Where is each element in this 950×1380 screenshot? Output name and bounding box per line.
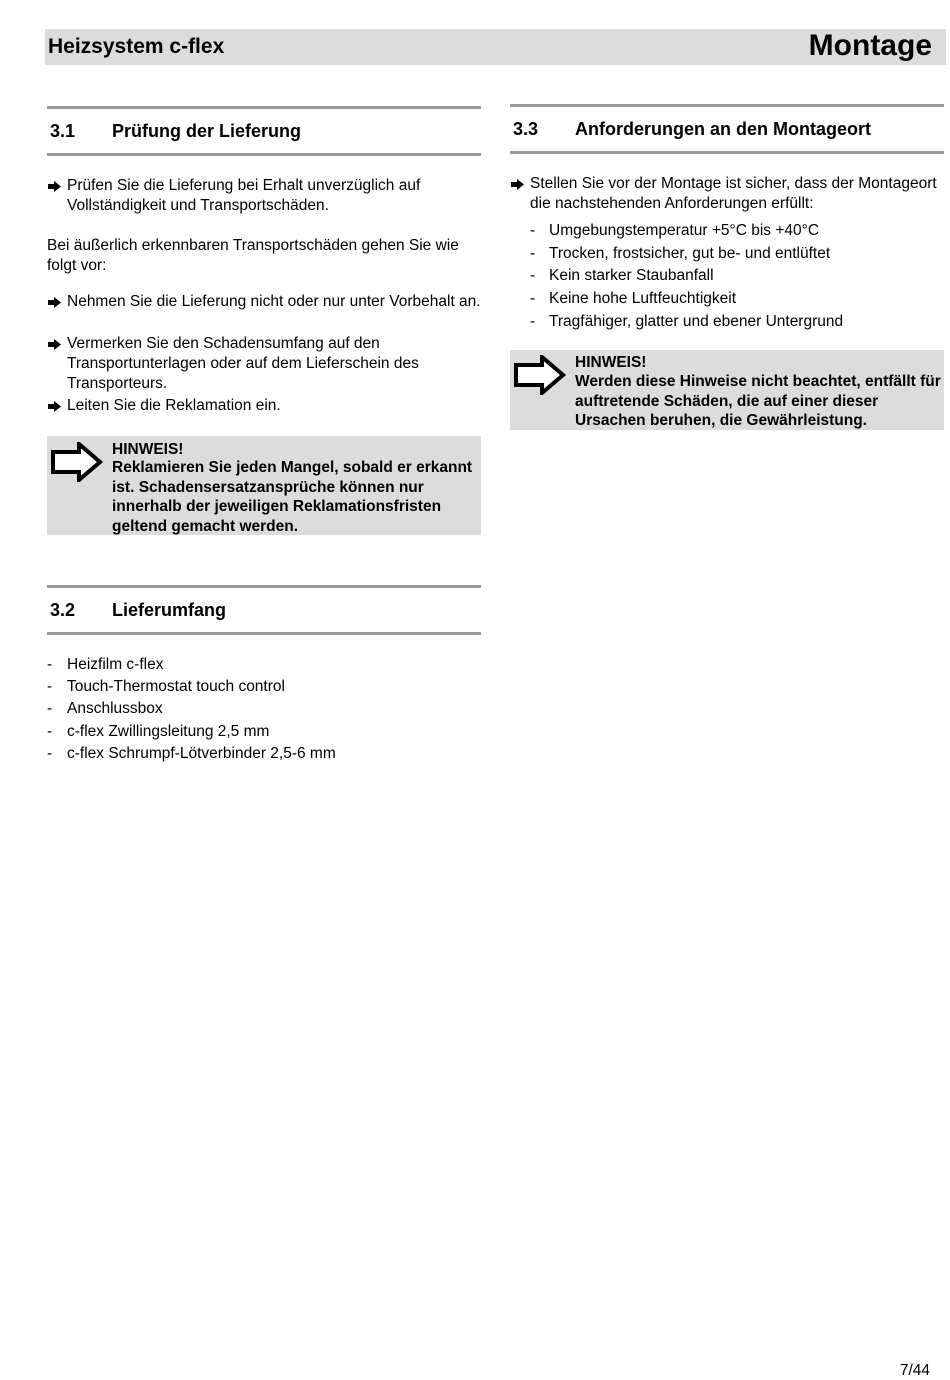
hint-arrow-icon [514,355,566,400]
notice-text: Reklamieren Sie jeden Mangel, sobald er erkannt ist. Schadensersatzansprüche können nur innerhalb der jeweiligen Reklamationsfristen geltend gemacht werden. [112,459,473,535]
notice-box [510,350,944,430]
list-item: - Touch-Thermostat touch control [47,678,285,695]
notice-box [47,436,481,535]
paragraph: Bei äußerlich erkennbaren Transportschäden gehen Sie wie folgt vor: [47,237,459,274]
list-item: - Anschlussbox [47,700,163,717]
header-product-title: Heizsystem c-flex [48,35,225,58]
list-item: - Trocken, frostsicher, gut be- und entlüftet [530,245,831,262]
list-item: - Tragfähiger, glatter und ebener Untergrund [530,313,844,330]
notice-text: Werden diese Hinweise nicht beachtet, entfällt für auftretende Schäden, die auf einer dieser Ursachen beruhen, die Gewährleistung. [575,373,941,429]
page-header [45,29,946,65]
list-item: - c-flex Schrumpf-Lötverbinder 2,5-6 mm [47,745,336,762]
instruction-text: Nehmen Sie die Lieferung nicht oder nur unter Vorbehalt an. [67,293,481,310]
section-number: 3.1 [50,121,76,141]
instruction-text: Leiten Sie die Reklamation ein. [67,397,281,414]
arrow-right-icon [510,174,526,194]
section-number: 3.2 [50,600,76,620]
page-number: 7/44 [899,1362,930,1379]
instruction-text: Prüfen Sie die Lieferung bei Erhalt unverzüglich auf Vollständigkeit und Transportschäden. [67,177,421,214]
instruction-text: Vermerken Sie den Schadensumfang auf den Transportunterlagen oder auf dem Lieferschein des Transporteurs. [67,335,419,392]
list-item: - Kein starker Staubanfall [530,267,714,284]
arrow-right-icon [47,176,63,196]
instruction-item [47,334,481,394]
instruction-item [47,176,481,216]
instruction-item [47,292,481,312]
section-number: 3.3 [513,119,539,139]
section-title: Lieferumfang [112,600,227,620]
section-title: Anforderungen an den Montageort [575,119,871,139]
list-item: - c-flex Zwillingsleitung 2,5 mm [47,723,270,740]
hint-arrow-icon [51,442,103,487]
section-3-1-heading [47,106,481,156]
instruction-item [47,396,481,416]
instruction-item [510,174,944,214]
header-chapter-title: Montage [808,29,932,62]
arrow-right-icon [47,396,63,416]
arrow-right-icon [47,334,63,354]
notice-title: HINWEIS! [112,441,184,458]
instruction-text: Stellen Sie vor der Montage ist sicher, dass der Montageort die nachstehenden Anforderungen erfüllt: [530,175,937,212]
notice-title: HINWEIS! [575,354,647,371]
section-3-3-heading [510,104,944,154]
section-title: Prüfung der Lieferung [112,121,301,141]
arrow-right-icon [47,292,63,312]
list-item: - Umgebungstemperatur +5°C bis +40°C [530,222,820,239]
list-item: - Heizfilm c-flex [47,656,164,673]
section-3-2-heading [47,585,481,635]
list-item: - Keine hohe Luftfeuchtigkeit [530,290,736,307]
